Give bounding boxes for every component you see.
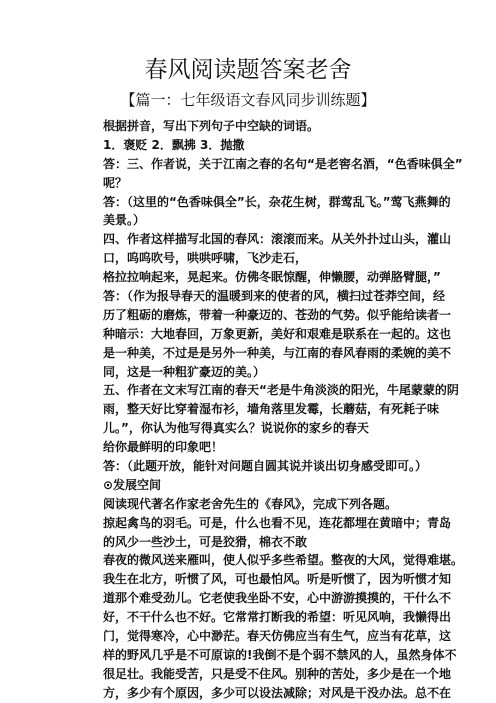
body-line: 雨，整天好比穿着湿布衫，墙角落里发霉，长蘑菇，有死耗子味 [103,402,440,417]
body-line: 的风少一些沙土，可是狡猾，棉衣不敢 [103,534,308,549]
body-line: 种暗示：大地春回，万象更新，美好和艰难是联系在一起的。这也 [103,326,452,341]
body-line: 给你最鲜明的印象吧！ [103,440,224,455]
body-line: 同，这是一种粗犷豪迈的美。） [103,364,266,379]
body-line: 1．褒贬 2．飘拂 3．抛撒 [103,137,245,152]
body-line: 答：（作为报导春天的温暖到来的使者的风，横扫过苍莽空间，经 [103,289,446,304]
body-line: 春夜的微风送来雁叫，使人似乎多些希望。整夜的大风，觉得难堪。 [103,553,464,568]
body-line: 口，呜呜吹号，哄哄呼啸，飞沙走石， [103,251,308,266]
body-line: 是一种美，不过是是另外一种美，与江南的春风春雨的柔婉的美不 [103,345,452,360]
body-line: 四、作者这样描写北国的春风：滚滚而来。从关外扑过山头，灌山 [103,232,452,247]
body-line: 答：（此题开放，能针对问题自圆其说并谈出切身感受即可。） [103,459,428,474]
body-line: 根据拼音，写出下列句子中空缺的词语。 [103,119,320,133]
body-line: 样的野风几乎是不可原谅的!我倒不是个弱不禁风的人，虽然身体不 [103,647,457,662]
section-heading: ⊙发展空间 [103,477,162,492]
document-body [103,117,464,703]
body-line: 很足壮。我能受苦，只是受不住风。别种的苦处，多少是在一个地 [103,666,452,681]
body-line: 呢？ [103,175,128,190]
document-subtitle: 【篇一：七年级语文春风同步训练题】 [120,91,376,109]
body-line: 道那个难受劲儿。它老使我坐卧不安，心中游游摸摸的，干什么不 [103,591,452,606]
body-line: 掠起禽鸟的羽毛。可是，什么也看不见，连花都埋在黄暗中；青岛 [103,515,452,530]
body-line: 我生在北方，听惯了风，可也最怕风。听是听惯了，因为听惯才知 [103,572,452,587]
body-line: 儿。”，你认为他写得真实么？说说你的家乡的春天 [103,421,369,436]
body-line: 门，觉得寒冷，心中渺茫。春天仿佛应当有生气，应当有花草，这 [103,629,452,644]
body-line: 五、作者在文末写江南的春天“老是牛角淡淡的阳光，牛尾蒙蒙的阴 [103,383,459,398]
body-line: 美景。） [103,213,146,228]
body-line: 答：（这里的“色香味俱全”长，杂花生树，群莺乱飞。”莺飞燕舞的 [103,194,451,209]
document-title: 春风阅读题答案老舍 [144,57,352,83]
body-line: 历了粗砺的磨炼，带着一种豪迈的、苍劲的气势。似乎能给读者一 [103,307,452,322]
body-line: 答：三、作者说，关于江南之春的名句“是老窖名酒，“色香味俱全” [103,156,463,171]
body-line: 好，不干什么也不好。它常常打断我的希望：听见风响，我懒得出 [103,610,452,625]
body-line: 方，多少有个原因，多少可以设法减除；对风是干没办法。总不在 [103,685,452,700]
body-line: 阅读现代著名作家老舍先生的《春风》，完成下列各题。 [103,496,398,511]
body-line: 格拉拉响起来，晃起来。仿佛冬眠惊醒，伸懒腰，动弹胳臂腿，” [103,270,441,285]
